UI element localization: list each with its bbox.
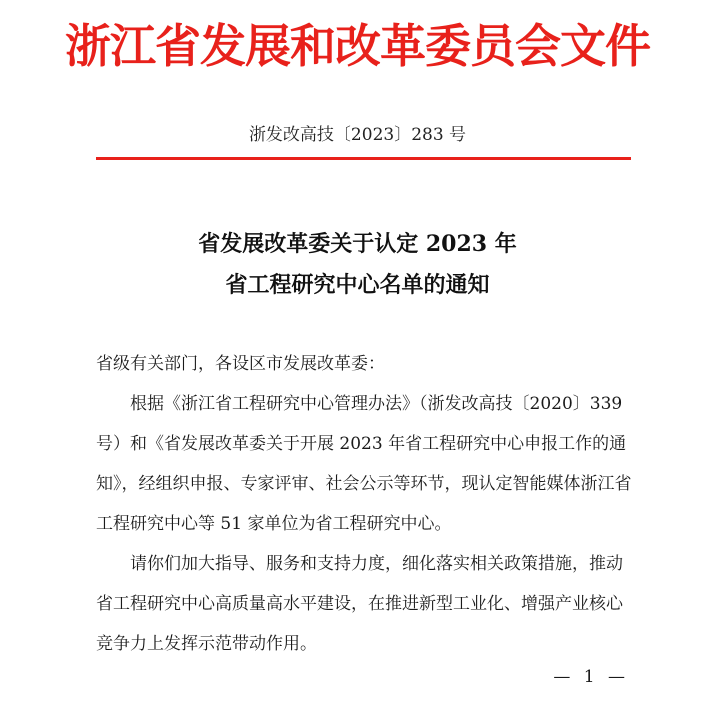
salutation: 省级有关部门，各设区市发展改革委： xyxy=(96,354,385,374)
notice-title-line-2: 省工程研究中心名单的通知 xyxy=(225,272,490,298)
paragraph-1-text: 根据《浙江省工程研究中心管理办法》（浙发改高技〔2020〕339 号）和《省发展改革委关于开展 2023 年省工程研究中心申报工作的通知》，经组织申报、专家评审、社会公示等环节，现认定智能媒体浙江省工程研究中心等 51 家单位为省工程研究中心。 xyxy=(96,394,632,534)
document-number: 浙发改高技〔2023〕283 号 xyxy=(248,125,467,145)
masthead-title: 浙江省发展和改革委员会文件 xyxy=(65,19,650,73)
body-paragraph-1 xyxy=(96,384,636,544)
page-number: — 1 — xyxy=(553,667,629,687)
red-divider-line xyxy=(96,157,631,160)
notice-title-line-1: 省发展改革委关于认定 2023 年 xyxy=(198,231,517,257)
body-paragraph-2 xyxy=(96,544,636,664)
paragraph-2-text: 请你们加大指导、服务和支持力度，细化落实相关政策措施，推动省工程研究中心高质量高水平建设，在推进新型工业化、增强产业核心竞争力上发挥示范带动作用。 xyxy=(96,554,623,654)
